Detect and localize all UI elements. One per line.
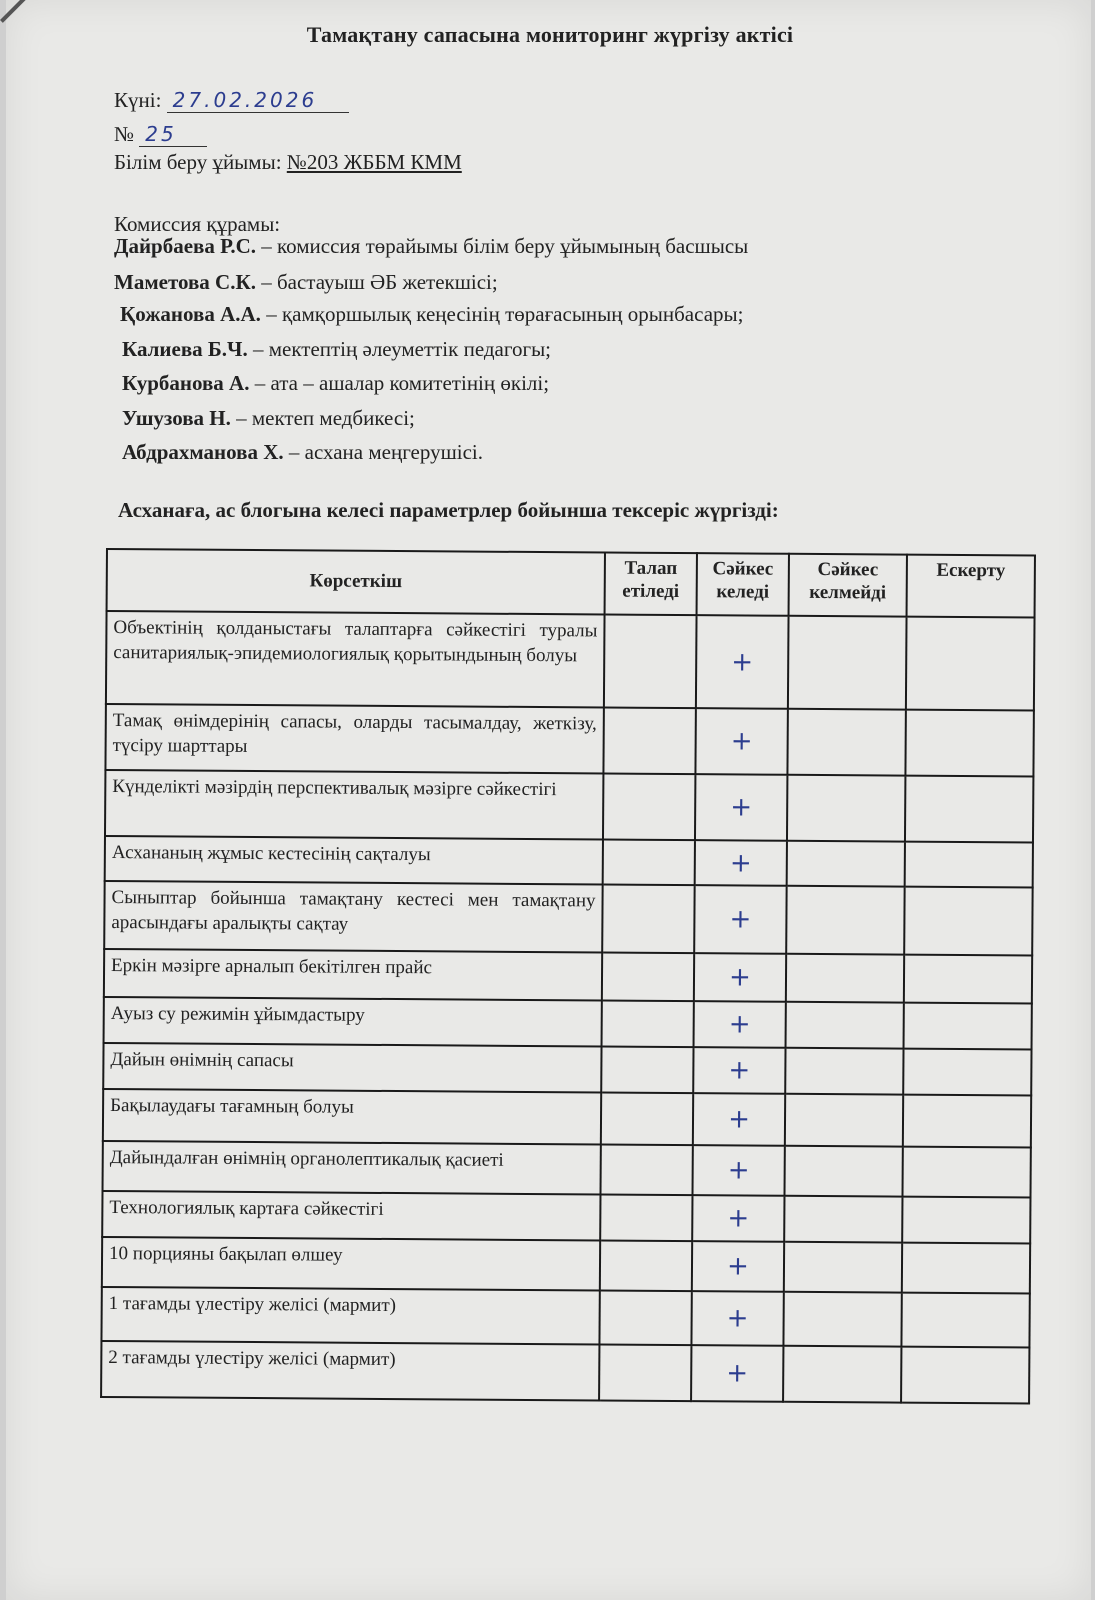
org-value: №203 ЖББМ КММ: [286, 150, 462, 174]
compliant-mark: +: [696, 615, 789, 709]
required-cell: [603, 707, 695, 774]
compliant-mark: +: [693, 1047, 785, 1094]
noncompliant-cell: [784, 1196, 902, 1243]
indicator-cell: Сыныптар бойынша тамақтану кестесі мен тамақтану арасындағы аралықты сақтау: [104, 881, 602, 952]
note-cell: [905, 710, 1033, 777]
indicator-cell: Асхананың жұмыс кестесінің сақталуы: [105, 836, 603, 884]
member-name: Қожанова А.А.: [120, 302, 261, 326]
table-row: [102, 1191, 1030, 1243]
indicator-cell: Дайындалған өнімнің органолептикалық қасиеті: [103, 1141, 601, 1194]
member-line: [122, 371, 549, 396]
noncompliant-cell: [784, 1242, 902, 1293]
note-cell: [902, 1197, 1030, 1244]
date-line: [114, 88, 349, 113]
member-role: – ата – ашалар комитетінің өкілі;: [249, 371, 550, 395]
noncompliant-cell: [783, 1292, 901, 1347]
indicator-cell: Тамақ өнімдерінің сапасы, оларды тасымалдау, жеткізу, түсіру шарттары: [105, 704, 603, 773]
required-cell: [604, 614, 697, 708]
note-cell: [903, 1049, 1031, 1096]
required-cell: [600, 1194, 692, 1241]
indicator-cell: Бақылаудағы тағамның болуы: [103, 1089, 601, 1144]
note-cell: [906, 617, 1035, 711]
inspection-table: [100, 548, 1036, 1404]
compliant-mark: +: [694, 953, 786, 1002]
date-value: 27.02.2026: [167, 88, 349, 113]
required-cell: [603, 773, 695, 840]
compliant-mark: +: [692, 1241, 784, 1292]
compliant-mark: +: [693, 1093, 785, 1146]
indicator-cell: 10 порцияны бақылап өлшеу: [102, 1237, 600, 1290]
section-heading: Асханаға, ас блогына келесі параметрлер бойынша тексеріс жүргізді:: [118, 498, 779, 522]
table-row: [104, 949, 1032, 1003]
indicator-cell: 1 тағамды үлестіру желісі (мармит): [101, 1287, 599, 1344]
noncompliant-cell: [787, 841, 905, 887]
table-row: [103, 1043, 1031, 1095]
required-cell: [600, 1144, 692, 1195]
note-cell: [905, 776, 1033, 843]
required-cell: [599, 1344, 691, 1401]
noncompliant-cell: [783, 1346, 901, 1403]
indicator-cell: Технологиялық картаға сәйкестігі: [102, 1191, 600, 1240]
compliant-mark: +: [691, 1345, 783, 1402]
required-cell: [600, 1240, 692, 1291]
indicator-cell: Еркін мәзірге арналып бекітілген прайс: [104, 949, 602, 1000]
required-cell: [601, 1092, 693, 1145]
noncompliant-cell: [787, 709, 905, 776]
noncompliant-cell: [784, 1146, 902, 1197]
note-cell: [905, 842, 1033, 888]
table-row: [105, 836, 1033, 887]
table-row: [106, 611, 1035, 710]
noncompliant-cell: [785, 1094, 903, 1147]
note-cell: [902, 1147, 1030, 1198]
compliant-mark: +: [695, 774, 787, 841]
noncompliant-cell: [787, 775, 905, 842]
number-line: [114, 122, 207, 147]
note-cell: [902, 1243, 1030, 1294]
member-role: – бастауыш ӘБ жетекшісі;: [255, 270, 498, 294]
member-name: Ушузова Н.: [122, 406, 231, 430]
noncompliant-cell: [786, 954, 904, 1003]
note-cell: [901, 1293, 1029, 1348]
note-cell: [903, 1095, 1031, 1148]
member-line: [114, 234, 748, 259]
member-name: Дайрбаева Р.С.: [114, 234, 257, 258]
table-header-row: [107, 549, 1035, 617]
compliant-mark: +: [695, 840, 787, 886]
noncompliant-cell: [785, 1048, 903, 1095]
member-role: – мектептің әлеуметтік педагогы;: [247, 337, 552, 361]
compliant-mark: +: [694, 1001, 786, 1048]
required-cell: [602, 952, 694, 1001]
member-name: Курбанова А.: [122, 371, 250, 395]
indicator-cell: 2 тағамды үлестіру желісі (мармит): [101, 1341, 599, 1400]
compliant-mark: +: [694, 885, 786, 954]
note-cell: [904, 1003, 1032, 1050]
note-cell: [904, 955, 1032, 1004]
member-role: – мектеп медбикесі;: [230, 406, 415, 430]
noncompliant-cell: [788, 616, 907, 710]
col-header-noncompliant: Сәйкес келмейді: [789, 554, 907, 617]
number-label: №: [114, 122, 135, 146]
indicator-cell: Дайын өнімнің сапасы: [103, 1043, 601, 1092]
member-line: [120, 302, 743, 327]
indicator-cell: Күнделікті мәзірдің перспективалық мәзірге сәйкестігі: [105, 770, 603, 839]
organization-line: [114, 150, 462, 175]
member-name: Калиева Б.Ч.: [122, 337, 248, 361]
compliant-mark: +: [695, 708, 787, 775]
noncompliant-cell: [786, 1002, 904, 1049]
required-cell: [602, 1000, 694, 1047]
number-value: 25: [139, 122, 207, 147]
member-line: [122, 406, 415, 431]
member-name: Абдрахманова Х.: [122, 440, 284, 464]
member-line: [122, 337, 551, 362]
col-header-compliant: Сәйкес келеді: [697, 553, 789, 616]
member-role: – қамқоршылық кеңесінің төрағасының орынбасары;: [260, 302, 744, 326]
col-header-required: Талап етіледі: [605, 552, 697, 615]
required-cell: [601, 1046, 693, 1093]
member-name: Маметова С.К.: [114, 270, 256, 294]
indicator-cell: Объектінің қолданыстағы талаптарға сәйкестігі туралы санитариялық-эпидемиологиялық қорытындының болуы: [106, 611, 605, 707]
member-role: – комиссия төрайымы білім беру ұйымының басшысы: [256, 234, 749, 258]
compliant-mark: +: [692, 1145, 784, 1196]
member-line: [114, 270, 498, 295]
table-row: [104, 997, 1032, 1049]
note-cell: [904, 887, 1032, 956]
table-row: [103, 1141, 1031, 1197]
col-header-indicator: Көрсеткіш: [107, 549, 605, 614]
member-line: [122, 440, 483, 465]
table-row: [103, 1089, 1031, 1147]
required-cell: [602, 884, 694, 953]
required-cell: [603, 839, 695, 885]
date-label: Күні:: [114, 88, 162, 112]
col-header-note: Ескерту: [907, 555, 1035, 618]
note-cell: [901, 1347, 1029, 1404]
org-label: Білім беру ұйымы:: [114, 150, 282, 174]
table-row: [101, 1287, 1029, 1347]
compliant-mark: +: [692, 1195, 784, 1242]
table-row: [105, 704, 1033, 776]
compliant-mark: +: [691, 1291, 783, 1346]
commission-title: Комиссия құрамы:: [114, 212, 281, 236]
required-cell: [599, 1290, 691, 1345]
table-row: [102, 1237, 1030, 1293]
member-role: – асхана меңгерушісі.: [283, 440, 483, 464]
document-title: Тамақтану сапасына мониторинг жүргізу актісі: [306, 22, 794, 47]
table-row: [101, 1341, 1029, 1403]
table-row: [104, 881, 1032, 955]
noncompliant-cell: [786, 886, 904, 955]
table-row: [105, 770, 1033, 842]
indicator-cell: Ауыз су режимін ұйымдастыру: [104, 997, 602, 1046]
